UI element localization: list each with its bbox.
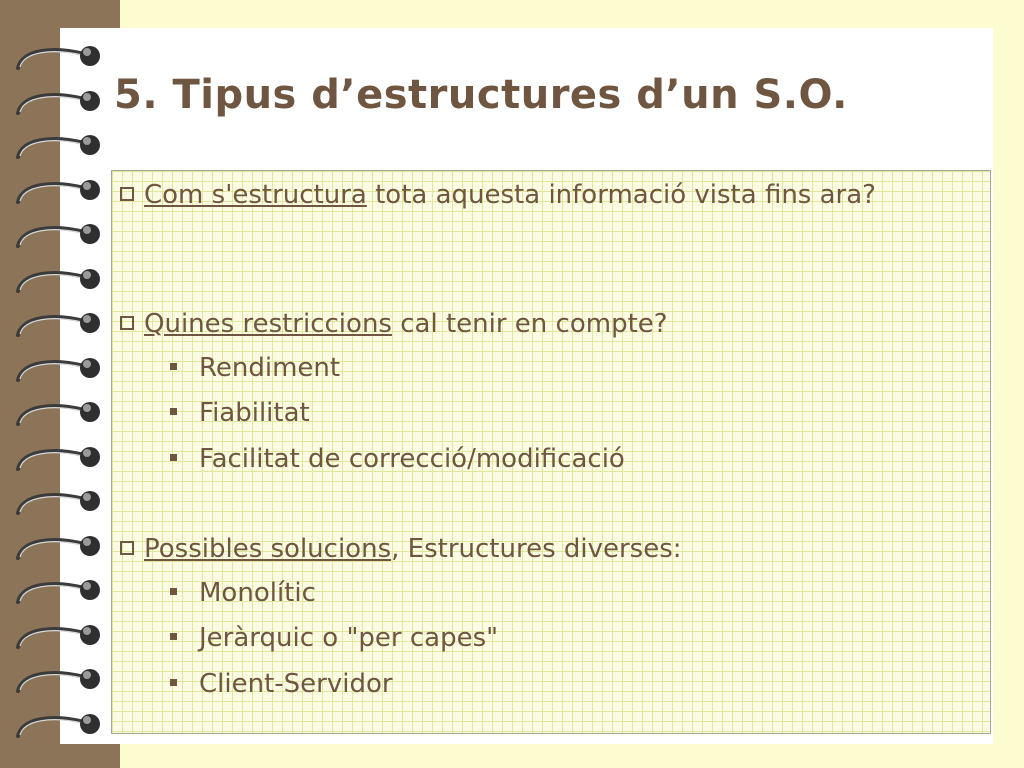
spiral-ring-icon: [12, 396, 108, 430]
spiral-ring-icon: [12, 85, 108, 119]
spiral-ring-icon: [12, 619, 108, 653]
spiral-ring-icon: [12, 441, 108, 475]
spiral-ring-icon: [12, 263, 108, 297]
checkbox-bullet-icon: [120, 187, 134, 201]
spiral-binding: [0, 0, 120, 768]
square-bullet-icon: [170, 633, 177, 640]
solutions-link[interactable]: Possibles solucions: [144, 534, 392, 564]
checkbox-bullet-icon: [120, 316, 134, 330]
structure-link[interactable]: Com s'estructura: [144, 180, 367, 210]
spiral-ring-icon: [12, 307, 108, 341]
bullet-text: Quines restriccions cal tenir en compte?: [144, 309, 668, 339]
bullet-text: Possibles solucions, Estructures diverses:: [144, 534, 682, 564]
spiral-ring-icon: [12, 530, 108, 564]
bullet-item-restrictions: [120, 305, 914, 343]
bullet-item-structure: [120, 176, 914, 214]
spiral-ring-icon: [12, 663, 108, 697]
spiral-ring-icon: [12, 574, 108, 608]
bullet-text: Com s'estructura tota aquesta informació vista fins ara?: [144, 180, 876, 210]
spiral-ring-icon: [12, 218, 108, 252]
square-bullet-icon: [170, 679, 177, 686]
bullet-item-solutions: [120, 530, 914, 568]
square-bullet-icon: [170, 363, 177, 370]
sub-item: Client-Servidor: [170, 665, 393, 703]
spiral-ring-icon: [12, 129, 108, 163]
square-bullet-icon: [170, 588, 177, 595]
slide-title: 5. Tipus d’estructures d’un S.O.: [114, 72, 848, 118]
checkbox-bullet-icon: [120, 541, 134, 555]
spiral-ring-icon: [12, 40, 108, 74]
square-bullet-icon: [170, 454, 177, 461]
spiral-ring-icon: [12, 174, 108, 208]
spiral-ring-icon: [12, 485, 108, 519]
square-bullet-icon: [170, 408, 177, 415]
sub-item: Facilitat de correcció/modificació: [170, 440, 625, 478]
restrictions-link[interactable]: Quines restriccions: [144, 309, 392, 339]
sub-item: Monolític: [170, 574, 316, 612]
spiral-ring-icon: [12, 708, 108, 742]
sub-item: Rendiment: [170, 349, 340, 387]
sub-item: Jeràrquic o "per capes": [170, 619, 498, 657]
sub-item: Fiabilitat: [170, 394, 310, 432]
spiral-ring-icon: [12, 352, 108, 386]
